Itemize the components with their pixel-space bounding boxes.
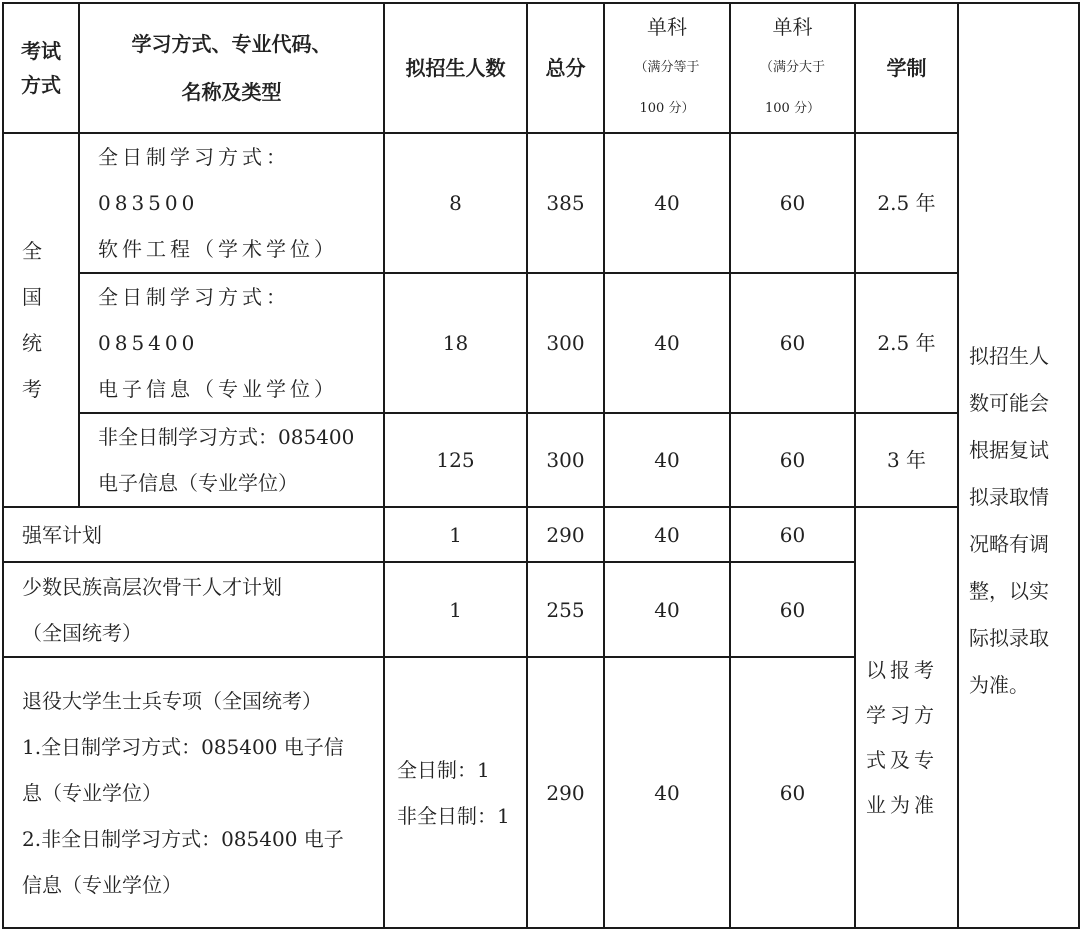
special-3-total: 290 — [527, 657, 604, 928]
row-1-gt100: 60 — [730, 133, 855, 273]
header-single-gt100-title: 单科 — [772, 15, 813, 39]
row-1-duration: 2.5 年 — [855, 133, 958, 273]
header-single-gt100-note2: 100 分） — [765, 101, 820, 116]
special-3-enrollment-cell — [384, 657, 527, 928]
special-3-enrollment: 全日制：1 非全日制：1 — [397, 757, 510, 828]
special-3-text: 退役大学生士兵专项（全国统考） 1.全日制学习方式：085400 电子信 息（专业学位） 2.非全日制学习方式：085400 电子 信息（专业学位） — [22, 688, 344, 897]
row-3-duration: 3 年 — [855, 413, 958, 507]
row-2-study-line1: 全日制学习方式：085400 — [98, 285, 290, 355]
row-1-study — [79, 133, 384, 273]
row-2-total: 300 — [527, 273, 604, 413]
special-1-le100: 40 — [604, 507, 730, 562]
note-text: 拟招生人 数可能会 根据复试 拟录取情 况略有调 整，以实 际拟录取 为准。 — [969, 343, 1049, 697]
exam-group-label: 全 国 统 考 — [22, 239, 42, 401]
header-single-le100 — [604, 3, 730, 133]
special-3-gt100: 60 — [730, 657, 855, 928]
header-single-gt100 — [730, 3, 855, 133]
row-2-le100: 40 — [604, 273, 730, 413]
row-1-le100: 40 — [604, 133, 730, 273]
special-1-text: 强军计划 — [3, 507, 384, 562]
admissions-table — [2, 2, 1080, 929]
row-2-study — [79, 273, 384, 413]
header-single-le100-title: 单科 — [647, 15, 687, 39]
row-3-le100: 40 — [604, 413, 730, 507]
header-exam-mode: 考试 方式 — [3, 3, 79, 133]
row-3-study-line1: 非全日制学习方式：085400 — [98, 425, 355, 449]
header-total-score: 总分 — [527, 3, 604, 133]
header-study-info-line2: 名称及类型 — [181, 80, 282, 104]
row-3-enrollment: 125 — [384, 413, 527, 507]
special-2-total: 255 — [527, 562, 604, 657]
header-single-le100-note2: 100 分） — [639, 101, 695, 116]
row-2-enrollment: 18 — [384, 273, 527, 413]
header-single-gt100-note1: （满分大于 — [759, 60, 825, 75]
row-3-study — [79, 413, 384, 507]
header-study-info — [79, 3, 384, 133]
header-study-info-line1: 学习方式、专业代码、 — [131, 32, 332, 56]
row-2-gt100: 60 — [730, 273, 855, 413]
special-duration: 以报考 学习方 式及专 业为准 — [866, 657, 938, 817]
special-duration-cell — [855, 507, 958, 928]
special-1-total: 290 — [527, 507, 604, 562]
row-2-study-line2: 电子信息（专业学位） — [98, 377, 338, 401]
special-1-enrollment: 1 — [384, 507, 527, 562]
row-3-total: 300 — [527, 413, 604, 507]
special-2-le100: 40 — [604, 562, 730, 657]
header-single-le100-note1: （满分等于 — [634, 60, 700, 75]
row-1-study-line2: 软件工程（学术学位） — [98, 237, 338, 261]
row-3-study-line2: 电子信息（专业学位） — [98, 471, 298, 495]
special-3-text-cell — [3, 657, 384, 928]
row-1-total: 385 — [527, 133, 604, 273]
row-3-gt100: 60 — [730, 413, 855, 507]
special-2-text-cell — [3, 562, 384, 657]
row-1-study-line1: 全日制学习方式：083500 — [98, 145, 290, 215]
special-2-text: 少数民族高层次骨干人才计划 （全国统考） — [22, 574, 282, 645]
row-2-duration: 2.5 年 — [855, 273, 958, 413]
note-cell — [958, 3, 1079, 928]
special-3-le100: 40 — [604, 657, 730, 928]
row-1-enrollment: 8 — [384, 133, 527, 273]
special-1-gt100: 60 — [730, 507, 855, 562]
special-2-gt100: 60 — [730, 562, 855, 657]
exam-group-label-cell — [3, 133, 79, 507]
special-2-enrollment: 1 — [384, 562, 527, 657]
header-enrollment: 拟招生人数 — [384, 3, 527, 133]
header-duration: 学制 — [855, 3, 958, 133]
